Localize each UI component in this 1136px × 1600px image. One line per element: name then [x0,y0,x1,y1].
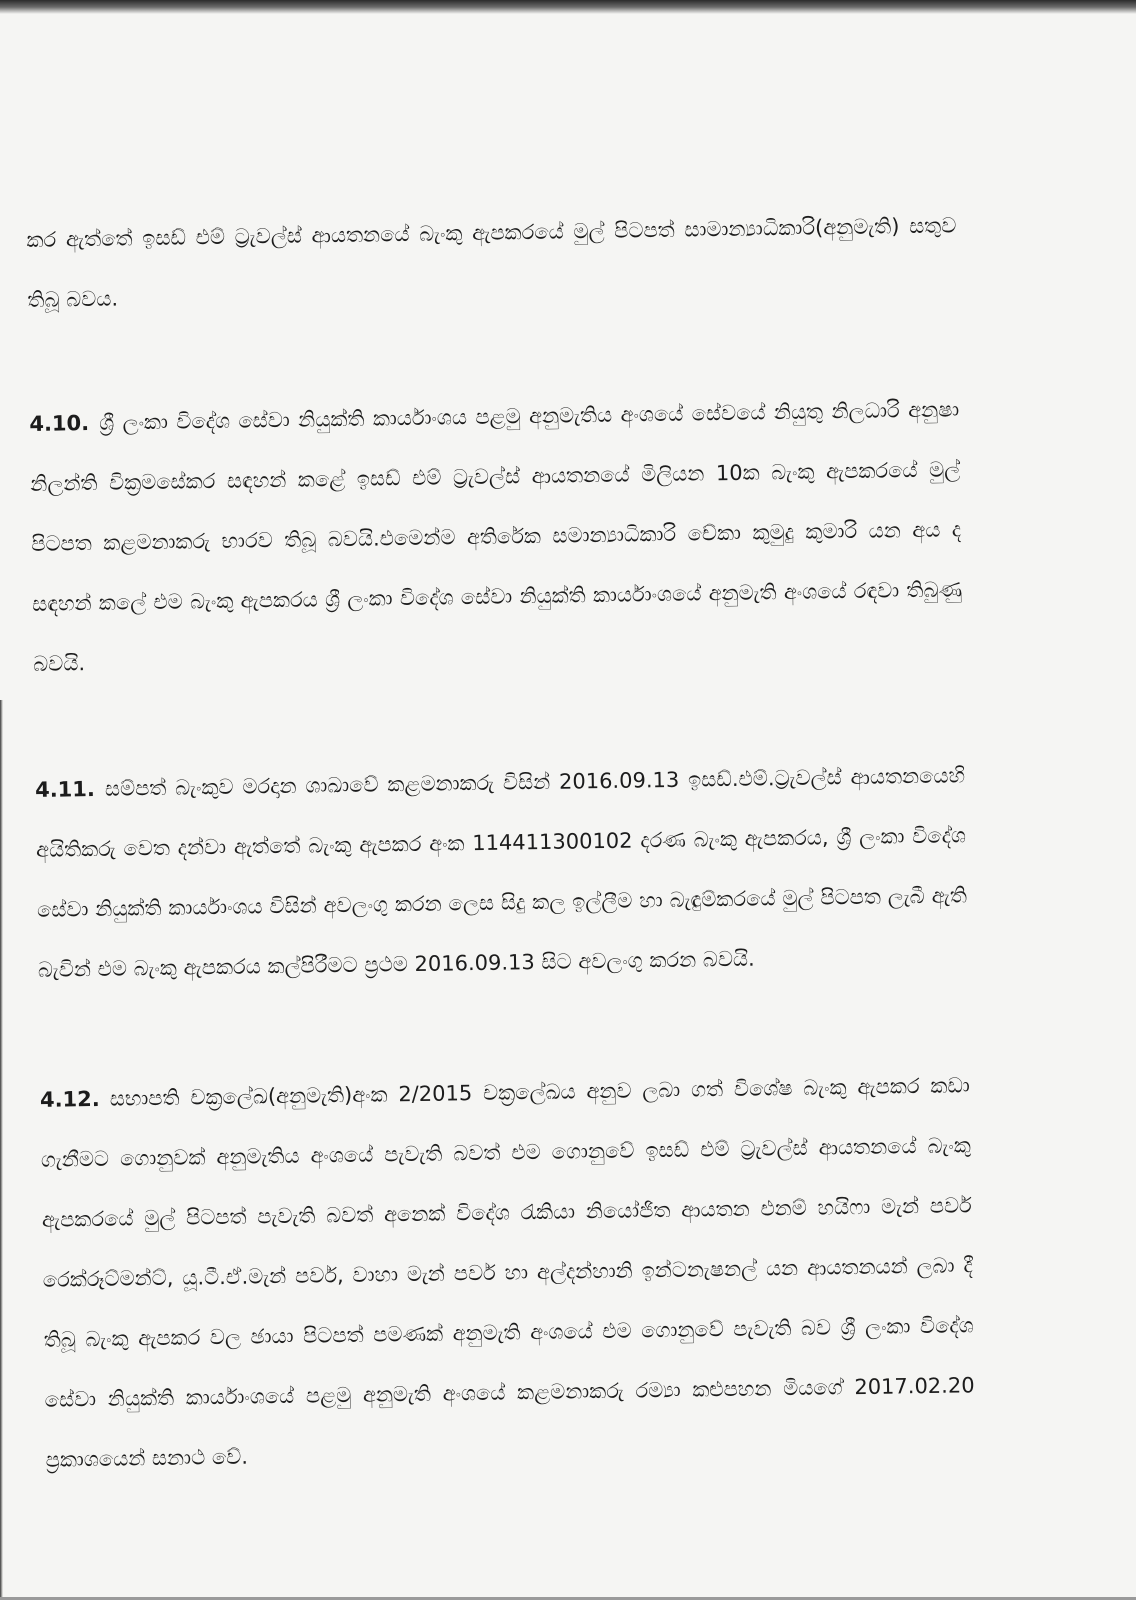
paragraph-text: කර ඇත්තේ ඉසඩ් එම් ට්‍රැවල්ස් ආයතනයේ බැංකු ඇපකරයේ මුල් පිටපත් සාමාන්‍යාධිකාරි(අනුමැති) සතුව තිබූ බවය. [26,213,957,312]
scan-top-shadow [0,0,1136,14]
paragraph-4-12 [40,1055,976,1490]
paragraph-text: සභාපති චක්‍රලේඛ(අනුමැති)අංක 2/2015 චක්‍රලේඛය අනුව ලබා ගත් විශේෂ බැංකු ඇපකර කඩා ගැනීමට ගොනුවක් අනුමැතිය අංශයේ පැවැති බවත් එම ගොනුවේ ඉසඩ් එම් ට්‍රැවල්ස් ආයතනයේ බැංකු ඇපකරයේ මුල් පිටපත් පැවැති බවත් අනෙක් විදේශ රැකියා නියෝජිත ආයතන එනම් හයිෆා මැන් පවර් රෙක්රූට්මන්ට්, යූ.ටී.ඒ.මැන් පවර්, වාහා මැන් පවර් හා අල්දන්හානි ඉන්ටනැෂනල් යන ආයතනයන් ලබා දී තිබූ බැංකු ඇපකර වල ඡායා පිටපත් පමණක් අනුමැති අංශයේ එම ගොනුවේ පැවැති බව ශ්‍රී ලංකා විදේශ සේවා නියුක්ති කාර්යාංශයේ පළමු අනුමැති අංශයේ කළමනාකරු රම්‍යා කළුපහන මියගේ 2017.02.20 ප්‍රකාශයෙන් සනාථ වේ. [40,1073,975,1472]
document-page [26,195,976,1489]
paragraph-4-10 [29,379,964,694]
paragraph-number: 4.11. [34,776,96,802]
paragraph-4-11 [35,745,969,1000]
scan-left-edge [0,700,3,1600]
paragraph-text: ශ්‍රී ලංකා විදේශ සේවා නියුක්ති කාර්යාංශය පළමු අනුමැතිය අංශයේ සේවයේ නියුතු නිලධාරි අනුෂා නිලන්ති වික්‍රමසේකර සඳහන් කළේ ඉසඩ් එම් ට්‍රැවල්ස් ආයතනයේ මිලියන 10ක බැංකු ඇපකරයේ මුල් පිටපත කළමනාකරු භාරව තිබූ බවයි.එමෙන්ම අතිරේක සමාන්‍යාධිකාරි චේකා කුමුදු කුමාරි යන අය ද සඳහන් කලේ එම බැංකු ඇපකරය ශ්‍රී ලංකා විදේශ සේවා නියුක්ති කාර්යාංශයේ අනුමැති අංශයේ රඳවා තිබුණු බවයි. [30,397,963,676]
paragraph-number: 4.12. [39,1086,100,1112]
paragraph-text: සම්පත් බැංකුව මරදාන ශාඛාවේ කළමනාකරු විසින් 2016.09.13 ඉසඩ්.එම්.ට්‍රැවල්ස් ආයතනයෙහි අයිතිකරු වෙත දන්වා ඇත්තේ බැංකු ඇපකර අංක 114411300102 දරණ බැංකු ඇපකරය, ශ්‍රී ලංකා විදේශ සේවා නියුක්ති කාර්යාංශය විසින් අවලංගු කරන ලෙස සිදු කල ඉල්ලීම හා බැඳුම්කරයේ මුල් පිටපත ලැබී ඇති බැවින් එම බැංකු ඇපකරය කල්පිරීමට ප්‍රථම 2016.09.13 සිට අවලංගු කරන බවයි. [35,763,968,982]
paragraph-number: 4.10. [29,411,90,436]
paragraph-continuation [26,195,958,330]
